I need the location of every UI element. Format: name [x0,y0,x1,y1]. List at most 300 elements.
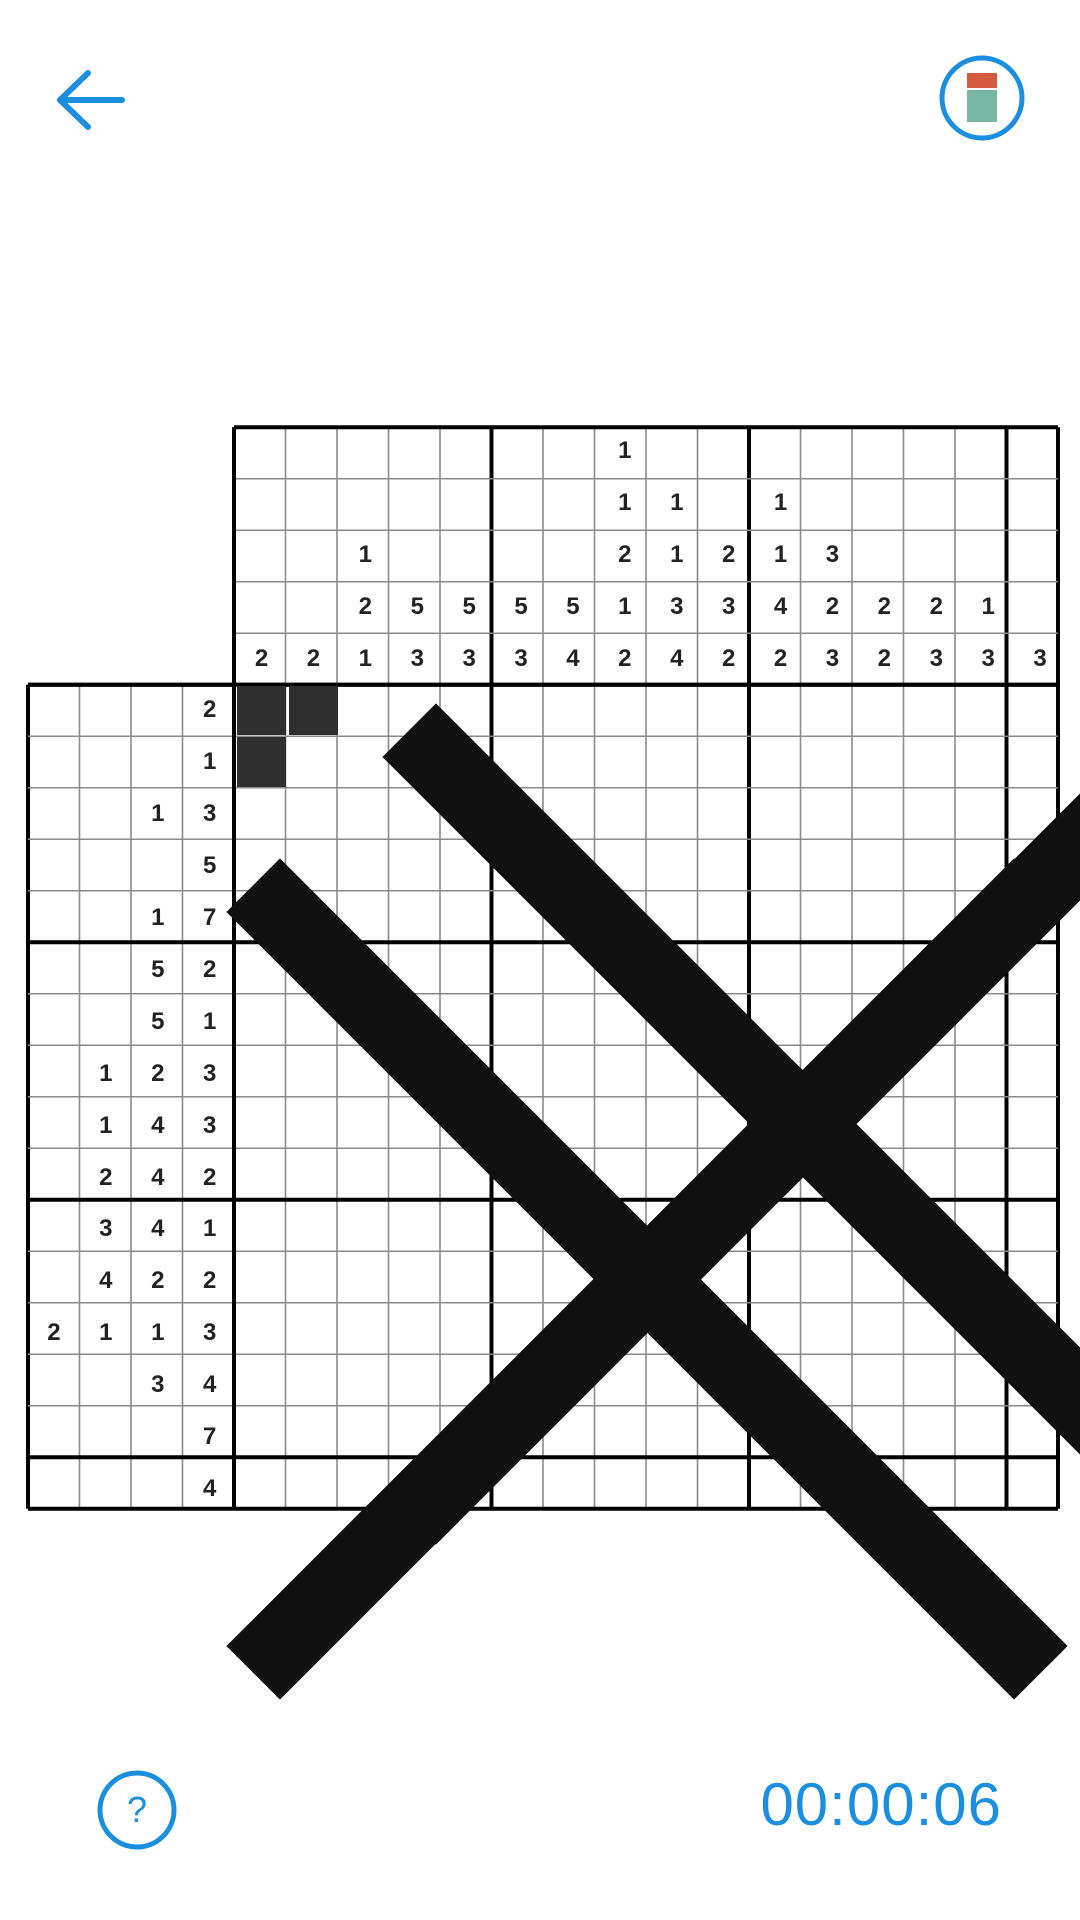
row-clue[interactable]: 2 [47,1319,61,1347]
column-clue[interactable]: 1 [358,540,373,568]
row-clue[interactable]: 1 [99,1319,113,1347]
column-clue[interactable]: 2 [254,644,269,672]
column-clue[interactable]: 3 [1033,644,1047,672]
column-clue[interactable]: 3 [981,644,995,672]
empty-cell[interactable] [237,1049,287,1099]
row-clue[interactable] [80,892,132,944]
empty-cell[interactable] [859,1256,909,1306]
row-clue[interactable] [28,1100,80,1152]
column-clue[interactable]: 4 [670,644,684,672]
row-clue[interactable] [28,685,80,737]
row-clue[interactable]: 2 [202,955,217,983]
row-clue[interactable] [28,944,80,996]
empty-cell[interactable] [548,737,598,787]
empty-cell[interactable] [963,1153,1013,1203]
empty-cell[interactable] [392,841,442,891]
empty-cell[interactable] [859,1049,909,1099]
empty-cell[interactable] [808,1256,858,1306]
empty-cell[interactable] [340,1464,390,1514]
empty-cell[interactable] [808,893,858,943]
row-clue[interactable] [80,736,132,788]
column-clue[interactable] [495,529,547,581]
empty-cell[interactable] [808,789,858,839]
column-clue[interactable]: 1 [618,488,632,516]
empty-cell[interactable] [911,997,961,1047]
row-clue[interactable]: 1 [151,904,165,932]
empty-cell[interactable] [548,1153,598,1203]
empty-cell[interactable] [392,1308,442,1358]
empty-cell[interactable] [340,1153,390,1203]
row-clue[interactable]: 7 [202,1423,217,1451]
column-clue[interactable]: 1 [670,540,684,568]
empty-cell[interactable] [652,1101,702,1151]
column-clue[interactable] [288,529,340,581]
row-clue[interactable]: 2 [202,1267,217,1295]
empty-cell[interactable] [237,893,287,943]
empty-cell[interactable] [911,1464,961,1514]
row-clue[interactable]: 3 [202,800,217,828]
empty-cell[interactable] [600,1205,650,1255]
row-clue[interactable]: 5 [151,1007,165,1035]
empty-cell[interactable] [548,997,598,1047]
empty-cell[interactable] [340,1360,390,1410]
empty-cell[interactable] [808,1412,858,1462]
empty-cell[interactable] [548,1049,598,1099]
row-clue[interactable] [80,944,132,996]
empty-cell[interactable] [237,1205,287,1255]
empty-cell[interactable] [911,841,961,891]
empty-cell[interactable] [704,997,754,1047]
empty-cell[interactable] [340,1256,390,1306]
empty-cell[interactable] [652,997,702,1047]
empty-cell[interactable] [444,789,494,839]
empty-cell[interactable] [496,893,546,943]
empty-cell[interactable] [808,997,858,1047]
row-clue[interactable] [80,996,132,1048]
empty-cell[interactable] [859,1464,909,1514]
row-clue[interactable] [80,1411,132,1463]
empty-cell[interactable] [963,737,1013,787]
column-clue[interactable] [391,477,443,529]
column-clue[interactable]: 2 [929,592,943,620]
empty-cell[interactable] [496,1205,546,1255]
empty-cell[interactable] [340,1049,390,1099]
empty-cell[interactable] [1015,1153,1065,1203]
empty-cell[interactable] [704,1101,754,1151]
empty-cell[interactable] [237,1412,287,1462]
empty-cell[interactable] [444,1101,494,1151]
empty-cell[interactable] [1015,737,1065,787]
empty-cell[interactable] [496,1256,546,1306]
empty-cell[interactable] [652,1256,702,1306]
column-clue[interactable] [495,477,547,529]
column-clue[interactable]: 3 [929,644,943,672]
empty-cell[interactable] [859,841,909,891]
empty-cell[interactable] [704,1153,754,1203]
empty-cell[interactable] [237,997,287,1047]
empty-cell[interactable] [1015,1464,1065,1514]
empty-cell[interactable] [340,1308,390,1358]
empty-cell[interactable] [600,945,650,995]
row-clue[interactable]: 1 [99,1059,113,1087]
column-clue[interactable]: 1 [358,644,373,672]
row-clue[interactable]: 3 [202,1319,217,1347]
empty-cell[interactable] [340,997,390,1047]
empty-cell[interactable] [963,945,1013,995]
empty-cell[interactable] [756,737,806,787]
empty-cell[interactable] [911,1412,961,1462]
empty-cell[interactable] [1015,1412,1065,1462]
empty-cell[interactable] [600,1464,650,1514]
empty-cell[interactable] [237,1464,287,1514]
empty-cell[interactable] [652,1308,702,1358]
empty-cell[interactable] [289,997,339,1047]
row-clue[interactable]: 5 [151,955,165,983]
column-clue[interactable] [703,477,755,529]
row-clue[interactable]: 4 [151,1215,165,1243]
column-clue[interactable] [858,529,910,581]
empty-cell[interactable] [237,841,287,891]
empty-cell[interactable] [1015,789,1065,839]
empty-cell[interactable] [289,1360,339,1410]
empty-cell[interactable] [392,1256,442,1306]
row-clue[interactable] [28,1152,80,1204]
empty-cell[interactable] [444,1205,494,1255]
column-clue[interactable] [236,477,288,529]
empty-cell[interactable] [340,1205,390,1255]
empty-cell[interactable] [496,1101,546,1151]
empty-cell[interactable] [496,945,546,995]
empty-cell[interactable] [652,893,702,943]
empty-cell[interactable] [963,997,1013,1047]
empty-cell[interactable] [600,686,650,736]
empty-cell[interactable] [756,686,806,736]
column-clue[interactable] [236,425,288,477]
column-clue[interactable] [1014,581,1066,633]
empty-cell[interactable] [808,1101,858,1151]
empty-cell[interactable] [859,945,909,995]
empty-cell[interactable] [704,1256,754,1306]
empty-cell[interactable] [392,1205,442,1255]
column-clue[interactable] [495,425,547,477]
empty-cell[interactable] [392,1360,442,1410]
empty-cell[interactable] [963,841,1013,891]
empty-cell[interactable] [704,1464,754,1514]
empty-cell[interactable] [496,1153,546,1203]
empty-cell[interactable] [289,1256,339,1306]
empty-cell[interactable] [496,1049,546,1099]
empty-cell[interactable] [237,1360,287,1410]
empty-cell[interactable] [1015,1205,1065,1255]
column-clue[interactable]: 2 [358,592,373,620]
empty-cell[interactable] [1015,893,1065,943]
empty-cell[interactable] [652,841,702,891]
empty-cell[interactable] [808,841,858,891]
empty-cell[interactable] [600,841,650,891]
empty-cell[interactable] [704,789,754,839]
empty-cell[interactable] [859,997,909,1047]
column-clue[interactable] [443,529,495,581]
empty-cell[interactable] [444,686,494,736]
empty-cell[interactable] [756,1101,806,1151]
empty-cell[interactable] [289,737,339,787]
column-clue[interactable]: 1 [773,540,788,568]
filled-cell[interactable] [237,737,287,787]
row-clue[interactable] [132,685,184,737]
column-clue[interactable]: 3 [410,644,424,672]
empty-cell[interactable] [756,893,806,943]
empty-cell[interactable] [963,1308,1013,1358]
empty-cell[interactable] [548,1205,598,1255]
row-clue[interactable] [132,840,184,892]
empty-cell[interactable] [652,789,702,839]
row-clue[interactable] [28,840,80,892]
row-clue[interactable] [80,1463,132,1515]
empty-cell[interactable] [704,1049,754,1099]
empty-cell[interactable] [808,686,858,736]
empty-cell[interactable] [963,1101,1013,1151]
row-clue[interactable]: 4 [202,1371,217,1399]
column-clue[interactable] [962,425,1014,477]
empty-cell[interactable] [1015,945,1065,995]
row-clue[interactable]: 1 [202,1215,217,1243]
empty-cell[interactable] [808,1153,858,1203]
column-clue[interactable] [339,425,391,477]
empty-cell[interactable] [756,1153,806,1203]
row-clue[interactable]: 4 [99,1267,113,1295]
row-clue[interactable] [28,1359,80,1411]
empty-cell[interactable] [600,1101,650,1151]
empty-cell[interactable] [548,789,598,839]
empty-cell[interactable] [444,997,494,1047]
empty-cell[interactable] [289,1049,339,1099]
empty-cell[interactable] [392,893,442,943]
column-clue[interactable] [703,425,755,477]
column-clue[interactable] [339,477,391,529]
row-clue[interactable]: 2 [202,696,217,724]
column-clue[interactable] [910,477,962,529]
row-clue[interactable]: 3 [151,1371,165,1399]
empty-cell[interactable] [652,737,702,787]
empty-cell[interactable] [963,1360,1013,1410]
row-clue[interactable]: 2 [202,1163,217,1191]
empty-cell[interactable] [600,737,650,787]
empty-cell[interactable] [756,1412,806,1462]
empty-cell[interactable] [237,789,287,839]
row-clue[interactable]: 1 [202,1007,217,1035]
empty-cell[interactable] [756,1256,806,1306]
column-clue[interactable] [288,581,340,633]
empty-cell[interactable] [652,686,702,736]
column-clue[interactable]: 2 [618,540,632,568]
column-clue[interactable] [910,529,962,581]
column-clue[interactable] [858,477,910,529]
column-clue[interactable] [962,477,1014,529]
column-clue[interactable] [1014,477,1066,529]
row-clue[interactable] [28,996,80,1048]
empty-cell[interactable] [496,1308,546,1358]
empty-cell[interactable] [756,1205,806,1255]
empty-cell[interactable] [756,1360,806,1410]
empty-cell[interactable] [859,1308,909,1358]
empty-cell[interactable] [600,997,650,1047]
empty-cell[interactable] [704,1205,754,1255]
column-clue[interactable]: 2 [877,592,892,620]
empty-cell[interactable] [496,841,546,891]
empty-cell[interactable] [859,1153,909,1203]
empty-cell[interactable] [963,1205,1013,1255]
empty-cell[interactable] [444,1360,494,1410]
empty-cell[interactable] [859,893,909,943]
empty-cell[interactable] [963,1256,1013,1306]
empty-cell[interactable] [548,1101,598,1151]
row-clue[interactable]: 4 [151,1163,165,1191]
row-clue[interactable]: 4 [202,1474,217,1502]
row-clue[interactable]: 1 [202,748,217,776]
row-clue[interactable]: 1 [151,1319,165,1347]
column-clue[interactable] [288,477,340,529]
empty-cell[interactable] [600,1256,650,1306]
row-clue[interactable] [28,1411,80,1463]
row-clue[interactable] [28,1255,80,1307]
column-clue[interactable] [962,529,1014,581]
empty-cell[interactable] [289,893,339,943]
back-button[interactable] [40,50,140,150]
column-clue[interactable]: 2 [618,644,632,672]
palette-button[interactable] [934,50,1030,146]
empty-cell[interactable] [289,945,339,995]
row-clue[interactable] [28,892,80,944]
column-clue[interactable]: 4 [773,592,788,620]
empty-cell[interactable] [859,737,909,787]
row-clue[interactable]: 3 [99,1215,113,1243]
empty-cell[interactable] [289,1412,339,1462]
empty-cell[interactable] [444,1049,494,1099]
empty-cell[interactable] [756,997,806,1047]
help-button[interactable] [96,1769,178,1851]
row-clue[interactable] [80,685,132,737]
column-clue[interactable]: 3 [670,592,684,620]
empty-cell[interactable] [444,893,494,943]
empty-cell[interactable] [808,1464,858,1514]
empty-cell[interactable] [704,841,754,891]
empty-cell[interactable] [704,945,754,995]
empty-cell[interactable] [392,686,442,736]
empty-cell[interactable] [444,1412,494,1462]
column-clue[interactable]: 5 [566,592,580,620]
row-clue[interactable] [80,788,132,840]
row-clue[interactable] [132,1463,184,1515]
empty-cell[interactable] [808,1049,858,1099]
empty-cell[interactable] [911,1205,961,1255]
empty-cell[interactable] [963,1412,1013,1462]
empty-cell[interactable] [340,1101,390,1151]
empty-cell[interactable] [808,945,858,995]
empty-cell[interactable] [237,1153,287,1203]
column-clue[interactable] [755,425,807,477]
column-clue[interactable]: 3 [825,644,840,672]
row-clue[interactable] [132,736,184,788]
column-clue[interactable]: 3 [721,592,736,620]
empty-cell[interactable] [859,1412,909,1462]
column-clue[interactable] [547,477,599,529]
column-clue[interactable] [236,581,288,633]
empty-cell[interactable] [652,1049,702,1099]
empty-cell[interactable] [1015,997,1065,1047]
empty-cell[interactable] [963,686,1013,736]
row-clue[interactable]: 2 [151,1267,165,1295]
row-clue[interactable]: 2 [151,1059,165,1087]
column-clue[interactable]: 1 [618,592,632,620]
empty-cell[interactable] [444,1464,494,1514]
empty-cell[interactable] [289,1308,339,1358]
empty-cell[interactable] [1015,1049,1065,1099]
empty-cell[interactable] [600,789,650,839]
empty-cell[interactable] [911,737,961,787]
empty-cell[interactable] [340,1412,390,1462]
empty-cell[interactable] [392,789,442,839]
filled-cell[interactable] [237,686,287,736]
empty-cell[interactable] [704,686,754,736]
empty-cell[interactable] [859,1360,909,1410]
row-clue[interactable]: 7 [202,904,217,932]
empty-cell[interactable] [340,945,390,995]
column-clue[interactable]: 2 [773,644,788,672]
column-clue[interactable]: 2 [877,644,892,672]
empty-cell[interactable] [963,789,1013,839]
filled-cell[interactable] [289,686,339,736]
empty-cell[interactable] [496,1464,546,1514]
empty-cell[interactable] [444,1153,494,1203]
empty-cell[interactable] [392,1153,442,1203]
column-clue[interactable]: 3 [825,540,840,568]
empty-cell[interactable] [756,841,806,891]
empty-cell[interactable] [808,737,858,787]
column-clue[interactable] [443,477,495,529]
column-clue[interactable]: 5 [462,592,476,620]
empty-cell[interactable] [548,1308,598,1358]
empty-cell[interactable] [600,1153,650,1203]
empty-cell[interactable] [859,686,909,736]
empty-cell[interactable] [496,789,546,839]
row-clue[interactable]: 1 [151,800,165,828]
column-clue[interactable] [391,529,443,581]
empty-cell[interactable] [289,1464,339,1514]
column-clue[interactable] [807,477,859,529]
empty-cell[interactable] [444,841,494,891]
empty-cell[interactable] [496,737,546,787]
column-clue[interactable]: 3 [514,644,528,672]
empty-cell[interactable] [444,1308,494,1358]
empty-cell[interactable] [392,1412,442,1462]
empty-cell[interactable] [911,686,961,736]
empty-cell[interactable] [1015,1101,1065,1151]
empty-cell[interactable] [237,1256,287,1306]
row-clue[interactable]: 3 [202,1111,217,1139]
column-clue[interactable] [1014,529,1066,581]
empty-cell[interactable] [911,1308,961,1358]
column-clue[interactable]: 1 [618,436,632,464]
empty-cell[interactable] [496,686,546,736]
empty-cell[interactable] [911,1049,961,1099]
column-clue[interactable]: 1 [670,488,684,516]
empty-cell[interactable] [237,1308,287,1358]
row-clue[interactable]: 4 [151,1111,165,1139]
empty-cell[interactable] [600,1360,650,1410]
empty-cell[interactable] [859,1101,909,1151]
empty-cell[interactable] [600,1308,650,1358]
empty-cell[interactable] [1015,1360,1065,1410]
